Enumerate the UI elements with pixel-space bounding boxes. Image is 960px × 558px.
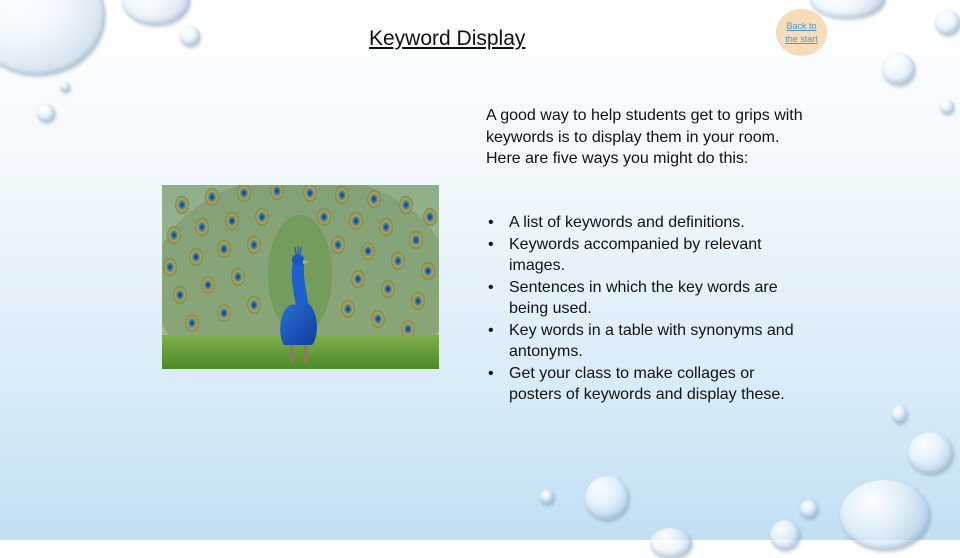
list-item-text: Key words in a table with synonyms and antonyms. — [509, 321, 794, 360]
water-droplet — [800, 500, 818, 518]
peacock-photo — [162, 185, 439, 369]
water-droplet — [180, 26, 200, 46]
water-droplet — [650, 528, 692, 558]
bullet-icon: • — [488, 364, 494, 382]
water-droplet — [935, 10, 960, 35]
water-droplet — [882, 53, 915, 85]
water-droplet — [60, 82, 70, 92]
list-item-text: A list of keywords and definitions. — [509, 214, 745, 231]
water-droplet — [540, 490, 554, 504]
bullet-icon: • — [488, 278, 494, 296]
water-droplet — [892, 405, 907, 423]
list-item-text: Keywords accompanied by relevant images. — [509, 235, 762, 274]
keyword-ideas-list — [486, 212, 806, 406]
water-droplet — [908, 432, 953, 474]
slide-title: Keyword Display — [369, 27, 526, 50]
intro-paragraph: A good way to help students get to grips with keywords is to display them in your room. Here are five ways you might do this: — [486, 107, 803, 167]
peacock-illustration — [162, 185, 439, 369]
bullet-icon: • — [488, 321, 494, 339]
water-droplet — [122, 0, 190, 25]
water-droplet — [770, 520, 800, 550]
back-to-start-button[interactable] — [776, 9, 827, 56]
water-droplet — [810, 0, 885, 18]
list-item — [486, 320, 806, 363]
water-droplet — [940, 100, 954, 114]
list-item — [486, 277, 806, 320]
bullet-icon: • — [488, 214, 494, 231]
water-droplet — [585, 476, 629, 520]
water-droplet — [0, 0, 105, 75]
list-item — [486, 212, 806, 234]
list-item — [486, 234, 806, 277]
back-to-start-label: Back to the start — [785, 20, 818, 44]
bullet-icon: • — [488, 235, 494, 253]
list-item-text: Get your class to make collages or posters of keywords and display these. — [509, 364, 785, 403]
water-droplet — [37, 104, 55, 122]
list-item — [486, 363, 806, 406]
list-item-text: Sentences in which the key words are being used. — [509, 278, 778, 317]
